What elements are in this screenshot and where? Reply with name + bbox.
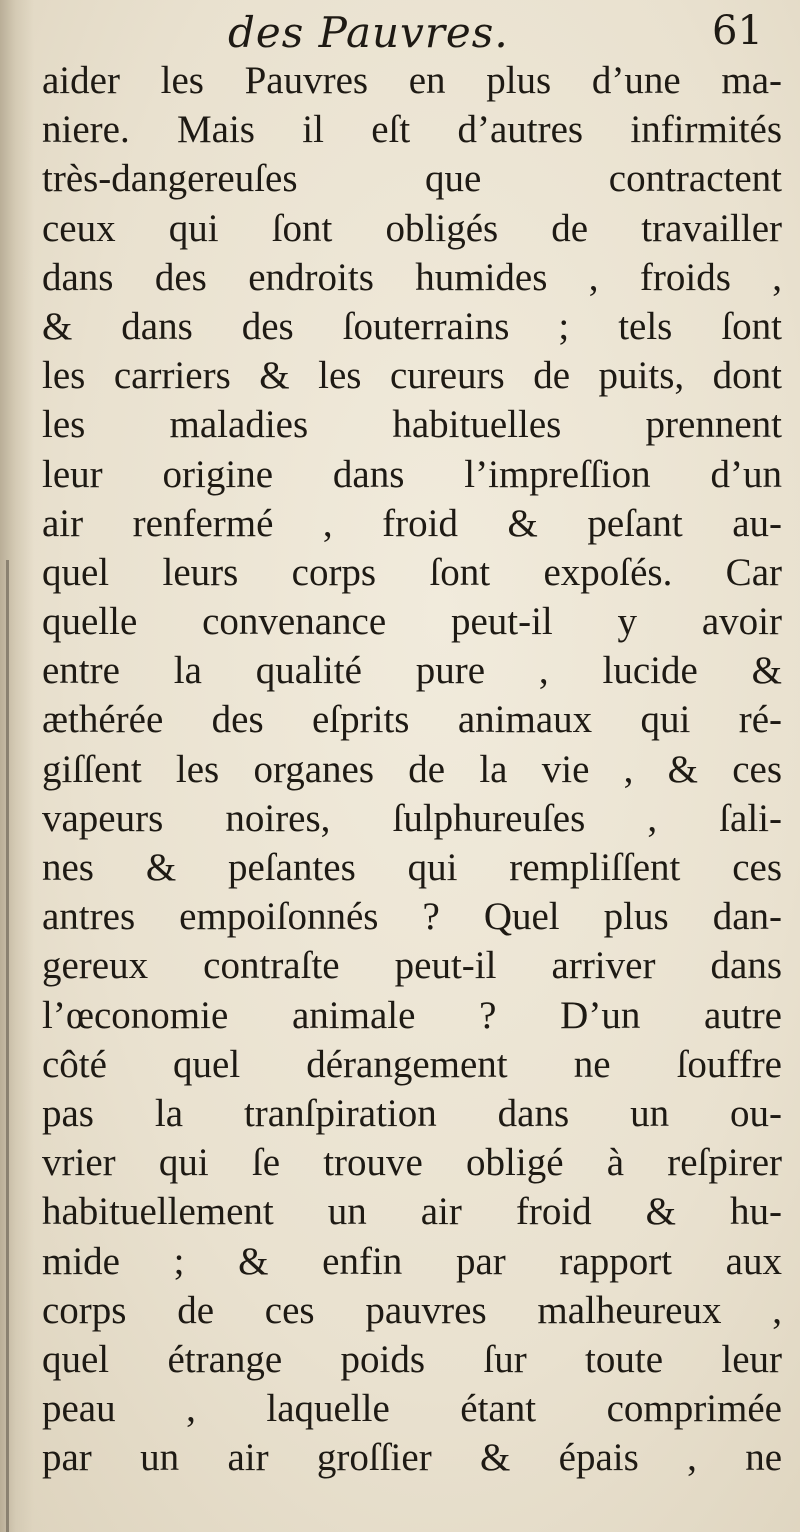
text-line: quel étrange poids ſur toute leur [42,1337,782,1381]
text-line: aider les Pauvres en plus d’une ma- [42,59,782,102]
text-line: par un air groſſier & épais , ne [42,1436,782,1480]
text-line: les maladies habituelles prennent [42,403,782,447]
binding-edge [6,560,9,1532]
text-line: & dans des ſouterrains ; tels ſont [42,304,782,348]
text-line: côté quel dérangement ne ſouffre [42,1042,782,1086]
text-line: antres empoiſonnés ? Quel plus dan- [42,895,782,939]
text-line: gereux contraſte peut-il arriver dans [42,944,782,988]
text-line: l’œconomie animale ? D’un autre [42,993,782,1037]
text-line: habituellement un air froid & hu- [42,1190,782,1234]
running-title: des Pauvres. [228,8,509,57]
text-line: les carriers & les cureurs de puits, dont [42,354,782,398]
text-line: quel leurs corps ſont expoſés. Car [42,550,782,594]
text-line: quelle convenance peut-il y avoir [42,600,782,644]
text-line: giſſent les organes de la vie , & ces [42,747,782,791]
text-line: ceux qui ſont obligés de travailler [42,206,782,250]
text-line: vrier qui ſe trouve obligé à reſpirer [42,1141,782,1185]
page-number: 61 [712,8,763,54]
text-line: très-dangereuſes que contractent [42,157,782,201]
text-line: corps de ces pauvres malheureux , [42,1288,782,1332]
text-line: æthérée des eſprits animaux qui ré- [42,698,782,742]
text-line: pas la tranſpiration dans un ou- [42,1091,782,1135]
text-line: leur origine dans l’impreſſion d’un [42,452,782,496]
text-line: mide ; & enfin par rapport aux [42,1239,782,1283]
text-line: vapeurs noires, ſulphureuſes , ſali- [42,796,782,840]
text-line: niere. Mais il eſt d’autres infirmités [42,108,782,152]
text-line: entre la qualité pure , lucide & [42,649,782,693]
body-text [42,56,782,1482]
text-line: air renfermé , froid & peſant au- [42,501,782,545]
text-line: nes & peſantes qui rempliſſent ces [42,846,782,889]
text-line: dans des endroits humides , froids , [42,255,782,299]
text-line: peau , laquelle étant comprimée [42,1387,782,1431]
